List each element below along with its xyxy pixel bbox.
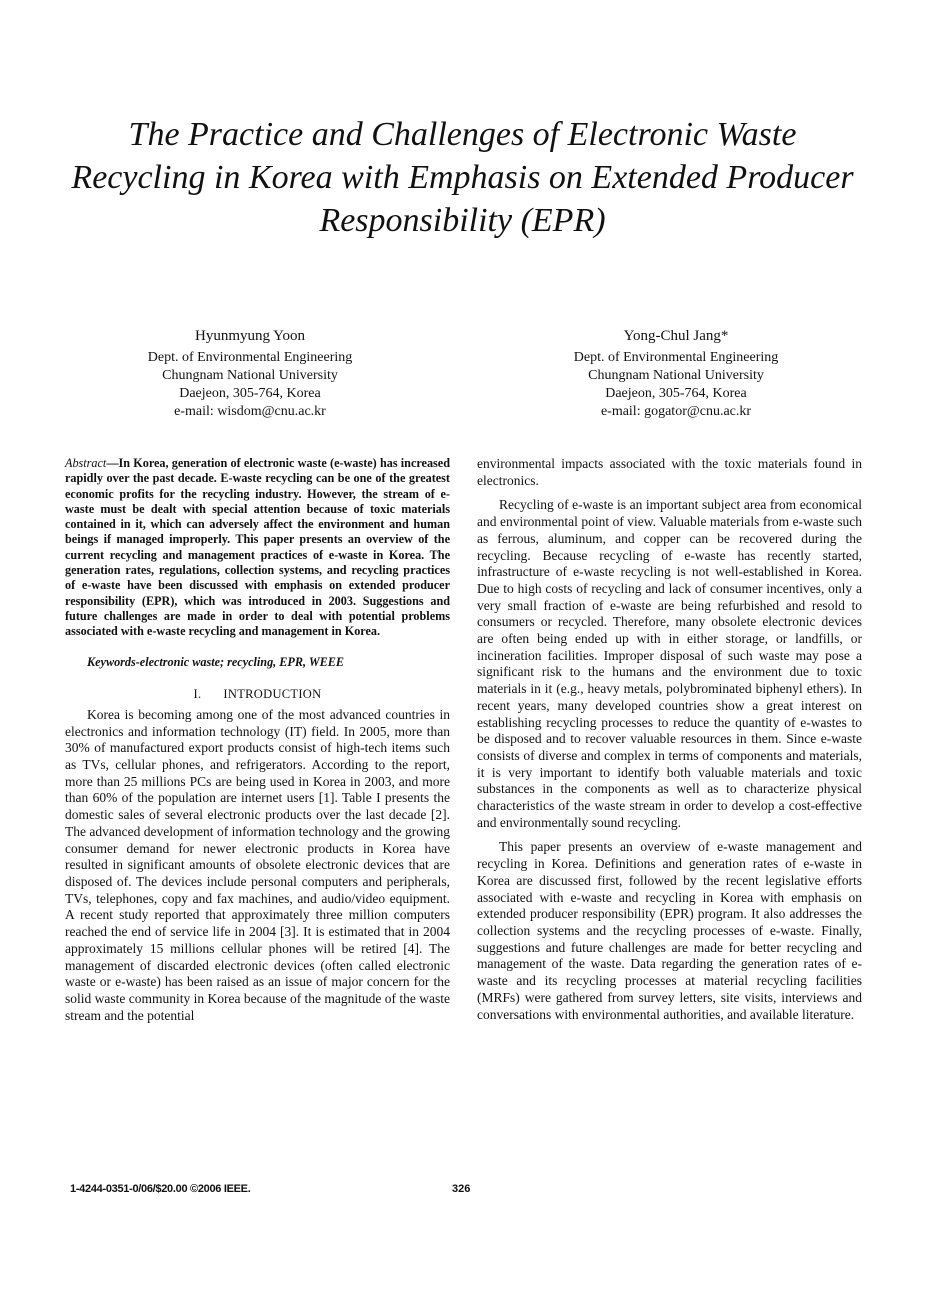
- keywords: Keywords-electronic waste; recycling, EPR, WEEE: [87, 654, 345, 669]
- paper-title: The Practice and Challenges of Electronic Waste Recycling in Korea with Emphasis on Extended Producer Responsibility (EPR): [71, 116, 854, 239]
- author-university: Chungnam National University: [588, 368, 764, 383]
- right-column: [477, 456, 862, 1023]
- author-email: e-mail: gogator@cnu.ac.kr: [600, 404, 752, 419]
- author-dept: Dept. of Environmental Engineering: [147, 350, 353, 365]
- author-dept: Dept. of Environmental Engineering: [573, 350, 779, 365]
- section-heading: [65, 686, 450, 703]
- author-email: e-mail: wisdom@cnu.ac.kr: [174, 404, 326, 419]
- right-paragraph-0: environmental impacts associated with the toxic materials found in electronics.: [477, 456, 862, 488]
- author-name: Hyunmyung Yoon: [194, 328, 306, 344]
- abstract-label: Abstract: [65, 456, 107, 470]
- intro-paragraph-1: Korea is becoming among one of the most advanced countries in electronics and information technology (IT) field. In 2005, more than 30% of manufactured export products consist of high-tech items such as TVs, cellular phones, and refrigerators. According to the report, more than 25 millions PCs are being used in Korea in 2003, and more than 60% of the population are internet users [1]. Table I presents the domestic sales of several electronic products over the last decade [2]. The advanced development of information technology and the growing consumer demand for newer electronic products in Korea have resulted in significant amounts of obsolete electronic devices that are disposed of. The devices include personal computers and peripherals, TVs, telephones, copy and fax machines, and audio/video equipment. A recent study reported that approximately three million computers reached the end of service life in 2004 [3]. It is estimated that in 2004 approximately 15 millions cellular phones will be retired [4]. The management of discarded electronic devices (often called electronic waste or e-waste) has been raised as an issue of major concern for the solid waste community in Korea because of the magnitude of the waste stream and the potential: [65, 706, 451, 1023]
- abstract-text: —In Korea, generation of electronic waste (e-waste) has increased rapidly over the past decade. E-waste recycling can be one of the greatest economic profits for the recycling industry. However, the stream of e-waste must be dealt with special attention because of toxic materials contained in it, which can adversely affect the environment and human beings if managed improperly. This paper presents an overview of the current recycling and management practices of e-waste in Korea. The generation rates, regulations, collection systems, and recycling practices of e-waste have been discussed with emphasis on extended producer responsibility (EPR), which was introduced in 2003. Suggestions and future challenges are made in order to deal with potential problems associated with e-waste recycling and management in Korea.: [65, 456, 450, 639]
- author-university: Chungnam National University: [162, 368, 338, 383]
- right-paragraph-1: Recycling of e-waste is an important subject area from economical and environmental point of view. Valuable materials from e-waste such as ferrous, aluminum, and copper can be recovered during the recycling. Because recycling of e-waste has recently started, infrastructure of e-waste recycling is not well-established in Korea. Due to high costs of recycling and lack of consumer incentives, only a very small fraction of e-waste are being refurbished and resold to consumers or recycled. Therefore, many obsolete electronic devices are often being ended up with in either storage, or landfills, or incineration facilities. Improper disposal of such waste may pose a significant risk to the humans and the environment due to toxic materials in it (e.g., heavy metals, polybrominated biphenyl ethers). In recent years, many developed countries show a great interest on establishing recycling processes to reduce the quantity of e-wastes to be disposed and to recover valuable resources in them. Since e-waste consists of diverse and complex in terms of components and materials, it is very important to identify both valuable materials and toxic substances in the components as well as to characterize physical characteristics of the waste stream in order to develop a cost-effective and environmentally sound recycling.: [477, 497, 862, 830]
- left-column: [65, 456, 450, 1024]
- author-location: Daejeon, 305-764, Korea: [179, 386, 321, 401]
- author-name: Yong-Chul Jang*: [623, 328, 729, 344]
- section-title: INTRODUCTION: [223, 687, 322, 702]
- abstract: [65, 456, 450, 640]
- author-block-1: [100, 327, 400, 421]
- page-number: 326: [452, 1183, 471, 1195]
- footer-copyright: 1-4244-0351-0/06/$20.00 ©2006 IEEE.: [70, 1183, 251, 1195]
- author-location: Daejeon, 305-764, Korea: [605, 386, 747, 401]
- section-number: I.: [193, 687, 202, 702]
- author-block-2: [526, 327, 826, 421]
- right-paragraph-2: This paper presents an overview of e-waste management and recycling in Korea. Definitions and generation rates of e-waste in Korea are discussed first, followed by the recent legislative efforts associated with e-waste and recycling in Korea with emphasis on extended producer responsibility (EPR) program. It also addresses the collection systems and the recycling processes of e-waste. Finally, suggestions and future challenges are made for better recycling and management of the waste. Data regarding the generation rates of e-waste and its recycling processes at material recycling facilities (MRFs) were gathered from survey letters, site visits, interviews and conversations with environmental authorities, and available literature.: [477, 839, 862, 1022]
